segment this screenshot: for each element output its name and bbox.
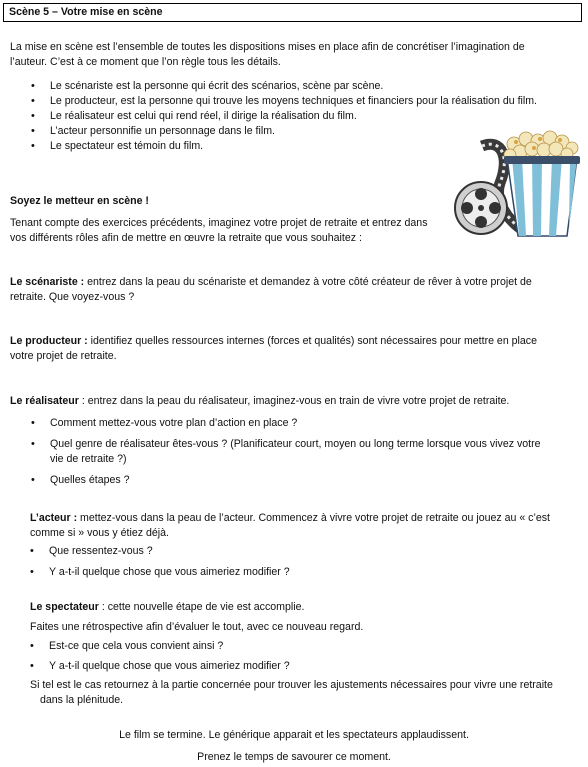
spectateur-paragraph	[30, 600, 555, 615]
acteur-text: mettez-vous dans la peau de l’acteur. Commencez à vivre votre projet de retraite ou jouez au « c’est comme si » vous y étiez déjà.	[30, 512, 550, 539]
director-text: Tenant compte des exercices précédents, imaginez votre projet de retraite et entrez dans vos différents rôles afin de mettre en œuvre la retraite que vous souhaitez :	[10, 217, 428, 244]
producteur-paragraph	[10, 334, 555, 364]
list-item: • Le producteur, est la personne qui trouve les moyens techniques et financiers pour la réalisation du film.	[10, 94, 555, 109]
list-item: • Que ressentez-vous ?	[30, 544, 555, 559]
popcorn-film-reel-illustration	[452, 128, 582, 243]
list-item: • Le spectateur est témoin du film.	[10, 139, 555, 154]
scene-title: Scène 5 – Votre mise en scène	[9, 6, 163, 18]
scenariste-text: entrez dans la peau du scénariste et demandez à votre côté créateur de rêver à votre projet de retraite. Que voyez-vous ?	[10, 276, 532, 303]
list-item: • Quelles étapes ?	[10, 473, 555, 488]
scenariste-paragraph	[10, 275, 555, 305]
list-item: • L’acteur personnifie un personnage dans le film.	[10, 124, 555, 139]
spectateur-label: Le spectateur	[30, 601, 99, 613]
acteur-paragraph	[30, 511, 555, 541]
list-item: • Le scénariste est la personne qui écrit des scénarios, scène par scène.	[10, 79, 555, 94]
realisateur-label: Le réalisateur	[10, 395, 79, 407]
list-item: • Y a-t-il quelque chose que vous aimeriez modifier ?	[30, 565, 555, 580]
list-item: • Comment mettez-vous votre plan d’action en place ?	[10, 416, 555, 431]
realisateur-paragraph	[10, 394, 570, 409]
spectateur-line2: Faites une rétrospective afin d’évaluer le tout, avec ce nouveau regard.	[30, 621, 364, 633]
producteur-label: Le producteur :	[10, 335, 88, 347]
acteur-list	[30, 544, 555, 580]
producteur-text: identifiez quelles ressources internes (forces et qualités) sont nécessaires pour mettre en place votre projet de retraite.	[10, 335, 537, 362]
director-title: Soyez le metteur en scène !	[10, 195, 149, 207]
list-item: • Y a-t-il quelque chose que vous aimeriez modifier ?	[30, 659, 555, 674]
list-item: • Quel genre de réalisateur êtes-vous ? (Planificateur court, moyen ou long terme lorsque vous vivez votre vie de retraite ?)	[10, 437, 555, 467]
intro-paragraph: La mise en scène est l’ensemble de toutes les dispositions mises en place afin de concrétiser l’imagination de l’auteur. C’est à ce moment que l’on règle tous les détails.	[10, 41, 525, 68]
spectateur-list	[30, 639, 555, 674]
acteur-label: L’acteur :	[30, 512, 78, 524]
realisateur-text: : entrez dans la peau du réalisateur, imaginez-vous en train de vivre votre projet de retraite.	[78, 395, 510, 407]
realisateur-list	[10, 416, 555, 488]
list-item: • Le réalisateur est celui qui rend réel, il dirige la réalisation du film.	[10, 109, 555, 124]
ending-line2: Prenez le temps de savourer ce moment.	[197, 751, 391, 763]
scene-header	[3, 3, 582, 22]
spectateur-closing-text: Si tel est le cas retournez à la partie concernée pour trouver les ajustements nécessaires pour vivre une retraite dans la plénitude.	[30, 679, 553, 706]
scenariste-label: Le scénariste :	[10, 276, 85, 288]
spectateur-text: : cette nouvelle étape de vie est accomplie.	[98, 601, 305, 613]
ending-line1: Le film se termine. Le générique apparait et les spectateurs applaudissent.	[119, 729, 469, 741]
list-item: • Est-ce que cela vous convient ainsi ?	[30, 639, 555, 654]
spectateur-closing	[30, 678, 555, 708]
